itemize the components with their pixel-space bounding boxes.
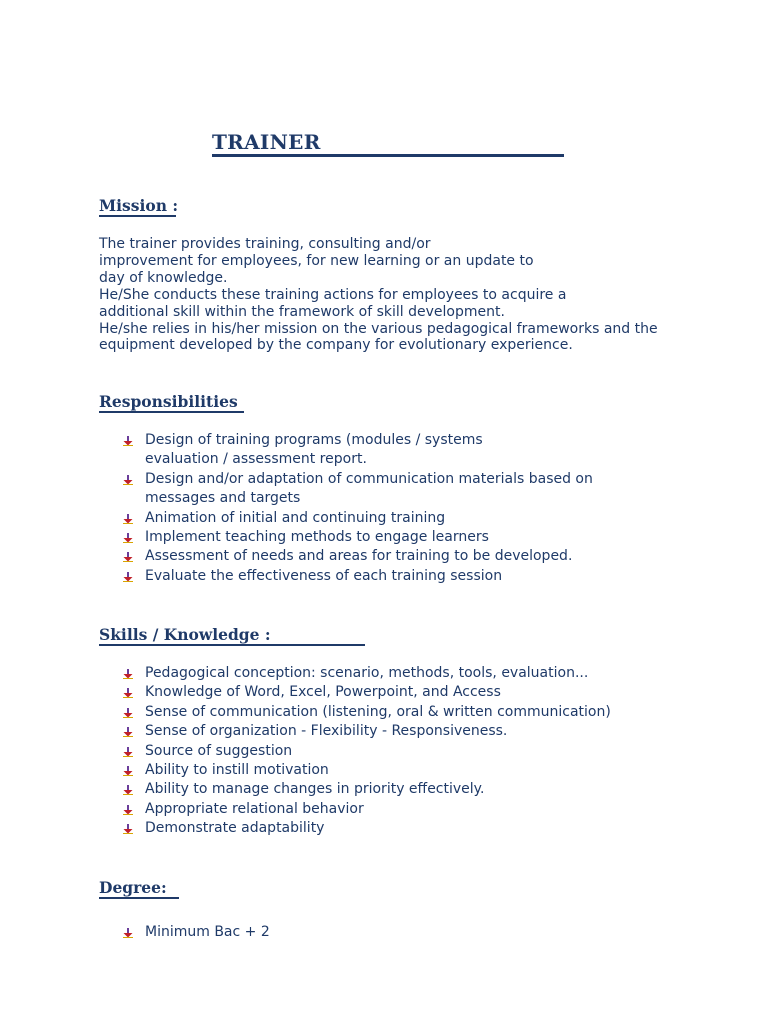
list-item [120,703,680,722]
mission-line: equipment developed by the company for evolutionary experience. [99,337,573,354]
arrow-down-bullet-icon [123,533,133,543]
degree-heading: Degree: [99,878,179,899]
page-title: TRAINER [212,130,564,157]
list-item-text: Source of suggestion [145,742,293,759]
mission-heading: Mission : [99,196,179,215]
list-item [120,664,680,683]
mission-line: He/she relies in his/her mission on the various pedagogical frameworks and the [99,320,658,337]
list-item [120,567,680,586]
list-item [120,923,680,942]
list-item [120,547,680,566]
arrow-down-bullet-icon [123,688,133,698]
arrow-down-bullet-icon [123,552,133,562]
skills-list [120,664,680,839]
arrow-down-bullet-icon [123,708,133,718]
mission-paragraph [99,236,699,354]
list-item-line: Animation of initial and continuing training [145,509,446,526]
mission-line: additional skill within the framework of skill development. [99,303,505,320]
mission-line: The trainer provides training, consulting and/or [99,236,431,252]
list-item [120,800,680,819]
responsibilities-heading: Responsibilities [99,392,244,413]
list-item [120,780,680,799]
list-item [120,683,680,702]
list-item-text: Ability to manage changes in priority effectively. [145,781,485,798]
arrow-down-bullet-icon [123,727,133,737]
arrow-down-bullet-icon [123,805,133,815]
list-item-text: Knowledge of Word, Excel, Powerpoint, and Access [145,684,501,701]
list-item-line: evaluation / assessment report. [145,451,367,468]
mission-line: He/She conducts these training actions for employees to acquire a [99,286,567,303]
arrow-down-bullet-icon [123,785,133,795]
arrow-down-bullet-icon [123,669,133,679]
list-item-line: Evaluate the effectiveness of each training session [145,567,503,584]
list-item [120,761,680,780]
list-item [120,722,680,741]
arrow-down-bullet-icon [123,572,133,582]
list-item [120,819,680,838]
list-item-text: Minimum Bac + 2 [145,924,270,940]
list-item-text: Pedagogical conception: scenario, methods, tools, evaluation... [145,665,589,681]
list-item-line: Implement teaching methods to engage learners [145,529,489,546]
arrow-down-bullet-icon [123,766,133,776]
skills-heading: Skills / Knowledge : [99,625,365,646]
degree-list [120,923,680,942]
arrow-down-bullet-icon [123,436,133,446]
list-item-text: Appropriate relational behavior [145,800,364,817]
list-item-text: Sense of communication (listening, oral & written communication) [145,703,611,720]
list-item [120,528,680,547]
mission-line: day of knowledge. [99,269,228,286]
list-item-line: Design and/or adaptation of communication materials based on [145,470,593,487]
list-item-text: Demonstrate adaptability [145,820,325,837]
list-item-text: Ability to instill motivation [145,762,329,779]
arrow-down-bullet-icon [123,514,133,524]
mission-line: improvement for employees, for new learning or an update to [99,252,534,269]
arrow-down-bullet-icon [123,928,133,938]
list-item [120,470,680,509]
list-item-line: Design of training programs (modules / systems [145,432,483,448]
arrow-down-bullet-icon [123,475,133,485]
list-item [120,431,680,470]
arrow-down-bullet-icon [123,747,133,757]
arrow-down-bullet-icon [123,824,133,834]
list-item-text: Sense of organization - Flexibility - Responsiveness. [145,723,508,740]
list-item-line: Assessment of needs and areas for training to be developed. [145,548,573,565]
responsibilities-list [120,431,680,586]
list-item [120,509,680,528]
list-item [120,742,680,761]
list-item-line: messages and targets [145,490,301,507]
